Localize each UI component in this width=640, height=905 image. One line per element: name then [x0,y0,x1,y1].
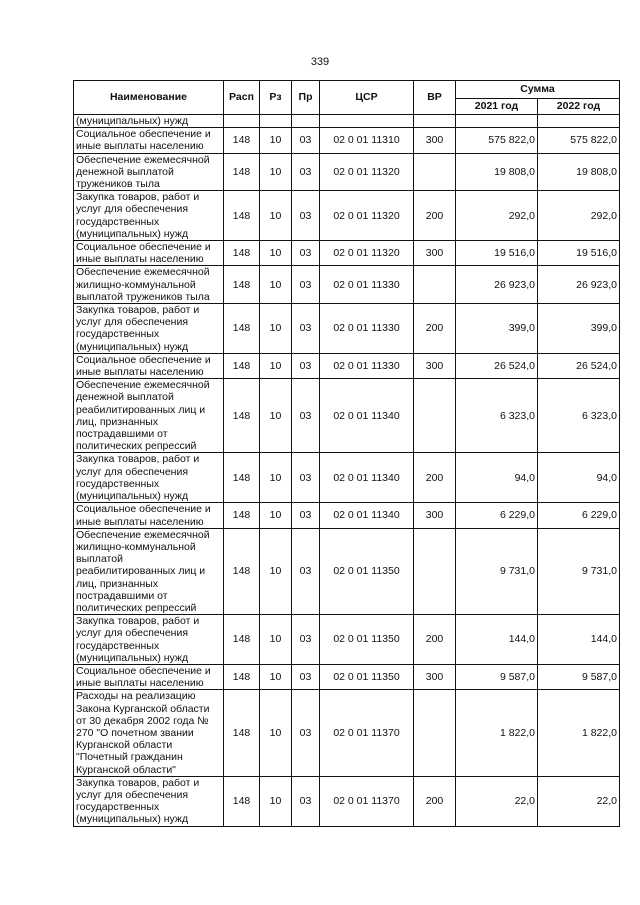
cell-pr: 03 [292,503,320,528]
cell-name: Обеспечение ежемесячной жилищно-коммунальной выплатой тружеников тыла [74,266,224,304]
cell-2021: 9 731,0 [456,528,538,614]
cell-rz: 10 [260,503,292,528]
cell-rasp: 148 [224,664,260,689]
cell-name: Социальное обеспечение и иные выплаты населению [74,241,224,266]
cell-vr [414,153,456,191]
cell-rz: 10 [260,528,292,614]
cell-rasp: 148 [224,453,260,503]
cell-rasp: 148 [224,266,260,304]
cell-vr [414,528,456,614]
cell-2022: 22,0 [538,776,620,826]
cell-vr: 300 [414,503,456,528]
table-row [74,153,620,191]
cell-name: (муниципальных) нужд [74,115,224,128]
cell-csr: 02 0 01 11340 [320,379,414,453]
cell-rasp: 148 [224,528,260,614]
cell-vr: 200 [414,453,456,503]
cell-2021: 22,0 [456,776,538,826]
cell-2022: 26 524,0 [538,353,620,378]
cell-rz: 10 [260,266,292,304]
cell-rasp: 148 [224,191,260,241]
cell-csr: 02 0 01 11350 [320,615,414,665]
table-row [74,353,620,378]
cell-2021: 1 822,0 [456,690,538,776]
cell-2022: 19 808,0 [538,153,620,191]
cell-2021: 9 587,0 [456,664,538,689]
cell-rasp: 148 [224,128,260,153]
cell-rasp: 148 [224,241,260,266]
cell-pr: 03 [292,690,320,776]
cell-rz: 10 [260,241,292,266]
cell-name: Обеспечение ежемесячной денежной выплатой реабилитированных лиц и лиц, признанных пострадавшими от политических репрессий [74,379,224,453]
cell-vr: 300 [414,241,456,266]
table-row [74,304,620,354]
cell-2021: 94,0 [456,453,538,503]
cell-name: Обеспечение ежемесячной денежной выплатой тружеников тыла [74,153,224,191]
page-number: 339 [310,56,330,68]
cell-2021: 292,0 [456,191,538,241]
cell-name: Закупка товаров, работ и услуг для обеспечения государственных (муниципальных) нужд [74,615,224,665]
cell-2022: 144,0 [538,615,620,665]
cell-2021: 26 923,0 [456,266,538,304]
table-row [74,453,620,503]
cell-2021: 19 516,0 [456,241,538,266]
header-vr: ВР [414,81,456,115]
cell-csr: 02 0 01 11320 [320,191,414,241]
cell-vr: 200 [414,304,456,354]
cell-rz: 10 [260,379,292,453]
cell-2022: 26 923,0 [538,266,620,304]
cell-2022 [538,115,620,128]
table-row [74,690,620,776]
cell-rasp: 148 [224,503,260,528]
cell-rz: 10 [260,128,292,153]
table-row [74,776,620,826]
cell-pr: 03 [292,776,320,826]
cell-name: Социальное обеспечение и иные выплаты населению [74,128,224,153]
cell-2022: 6 229,0 [538,503,620,528]
cell-2021: 6 323,0 [456,379,538,453]
cell-rz [260,115,292,128]
table-row [74,115,620,128]
cell-pr: 03 [292,153,320,191]
cell-name: Закупка товаров, работ и услуг для обеспечения государственных (муниципальных) нужд [74,776,224,826]
header-name: Наименование [74,81,224,115]
cell-rz: 10 [260,353,292,378]
cell-2022: 292,0 [538,191,620,241]
cell-2022: 9 731,0 [538,528,620,614]
header-rasp: Расп [224,81,260,115]
cell-name: Социальное обеспечение и иные выплаты населению [74,664,224,689]
header-sum: Сумма [456,81,620,99]
table-row [74,191,620,241]
cell-2022: 9 587,0 [538,664,620,689]
cell-2022: 399,0 [538,304,620,354]
cell-csr: 02 0 01 11320 [320,153,414,191]
cell-2021 [456,115,538,128]
cell-csr: 02 0 01 11340 [320,503,414,528]
cell-2021: 144,0 [456,615,538,665]
cell-rz: 10 [260,664,292,689]
cell-vr: 300 [414,353,456,378]
cell-vr: 300 [414,664,456,689]
cell-2022: 6 323,0 [538,379,620,453]
cell-vr: 200 [414,615,456,665]
cell-2022: 1 822,0 [538,690,620,776]
cell-name: Обеспечение ежемесячной жилищно-коммунальной выплатой реабилитированных лиц и лиц, признанных пострадавшими от политических репрессий [74,528,224,614]
cell-rz: 10 [260,304,292,354]
cell-vr: 200 [414,776,456,826]
table-row [74,241,620,266]
cell-rasp: 148 [224,304,260,354]
cell-csr: 02 0 01 11330 [320,304,414,354]
cell-csr: 02 0 01 11330 [320,266,414,304]
table-row [74,528,620,614]
cell-rasp: 148 [224,776,260,826]
cell-csr: 02 0 01 11350 [320,528,414,614]
table-row [74,266,620,304]
cell-pr [292,115,320,128]
cell-name: Расходы на реализацию Закона Курганской области от 30 декабря 2002 года № 270 "О почетном звании Курганской области "Почетный гражданин Курганской области" [74,690,224,776]
cell-csr: 02 0 01 11350 [320,664,414,689]
cell-pr: 03 [292,191,320,241]
cell-name: Социальное обеспечение и иные выплаты населению [74,353,224,378]
cell-rasp: 148 [224,690,260,776]
cell-rasp: 148 [224,353,260,378]
cell-pr: 03 [292,664,320,689]
cell-2022: 19 516,0 [538,241,620,266]
cell-pr: 03 [292,241,320,266]
cell-rasp: 148 [224,615,260,665]
cell-2022: 94,0 [538,453,620,503]
table-row [74,128,620,153]
cell-vr: 300 [414,128,456,153]
cell-csr [320,115,414,128]
cell-name: Закупка товаров, работ и услуг для обеспечения государственных (муниципальных) нужд [74,191,224,241]
header-csr: ЦСР [320,81,414,115]
cell-rasp: 148 [224,153,260,191]
cell-2022: 575 822,0 [538,128,620,153]
cell-pr: 03 [292,453,320,503]
cell-csr: 02 0 01 11370 [320,776,414,826]
cell-rz: 10 [260,690,292,776]
cell-pr: 03 [292,379,320,453]
cell-rz: 10 [260,153,292,191]
cell-vr: 200 [414,191,456,241]
cell-vr [414,115,456,128]
cell-2021: 19 808,0 [456,153,538,191]
cell-2021: 6 229,0 [456,503,538,528]
cell-pr: 03 [292,304,320,354]
cell-rz: 10 [260,776,292,826]
header-pr: Пр [292,81,320,115]
cell-csr: 02 0 01 11320 [320,241,414,266]
cell-csr: 02 0 01 11340 [320,453,414,503]
budget-table-body [74,115,620,827]
cell-vr [414,690,456,776]
cell-2021: 399,0 [456,304,538,354]
cell-csr: 02 0 01 11330 [320,353,414,378]
cell-csr: 02 0 01 11310 [320,128,414,153]
header-rz: Рз [260,81,292,115]
cell-pr: 03 [292,615,320,665]
cell-rz: 10 [260,453,292,503]
cell-2021: 26 524,0 [456,353,538,378]
cell-vr [414,379,456,453]
cell-pr: 03 [292,528,320,614]
cell-vr [414,266,456,304]
cell-rz: 10 [260,191,292,241]
cell-2021: 575 822,0 [456,128,538,153]
table-row [74,379,620,453]
table-row [74,615,620,665]
cell-rz: 10 [260,615,292,665]
cell-pr: 03 [292,128,320,153]
cell-name: Закупка товаров, работ и услуг для обеспечения государственных (муниципальных) нужд [74,304,224,354]
cell-name: Социальное обеспечение и иные выплаты населению [74,503,224,528]
cell-pr: 03 [292,266,320,304]
table-row [74,664,620,689]
cell-rasp: 148 [224,379,260,453]
header-year-2022: 2022 год [538,99,620,115]
cell-csr: 02 0 01 11370 [320,690,414,776]
header-year-2021: 2021 год [456,99,538,115]
cell-name: Закупка товаров, работ и услуг для обеспечения государственных (муниципальных) нужд [74,453,224,503]
cell-pr: 03 [292,353,320,378]
budget-table [73,80,620,827]
table-row [74,503,620,528]
cell-rasp [224,115,260,128]
